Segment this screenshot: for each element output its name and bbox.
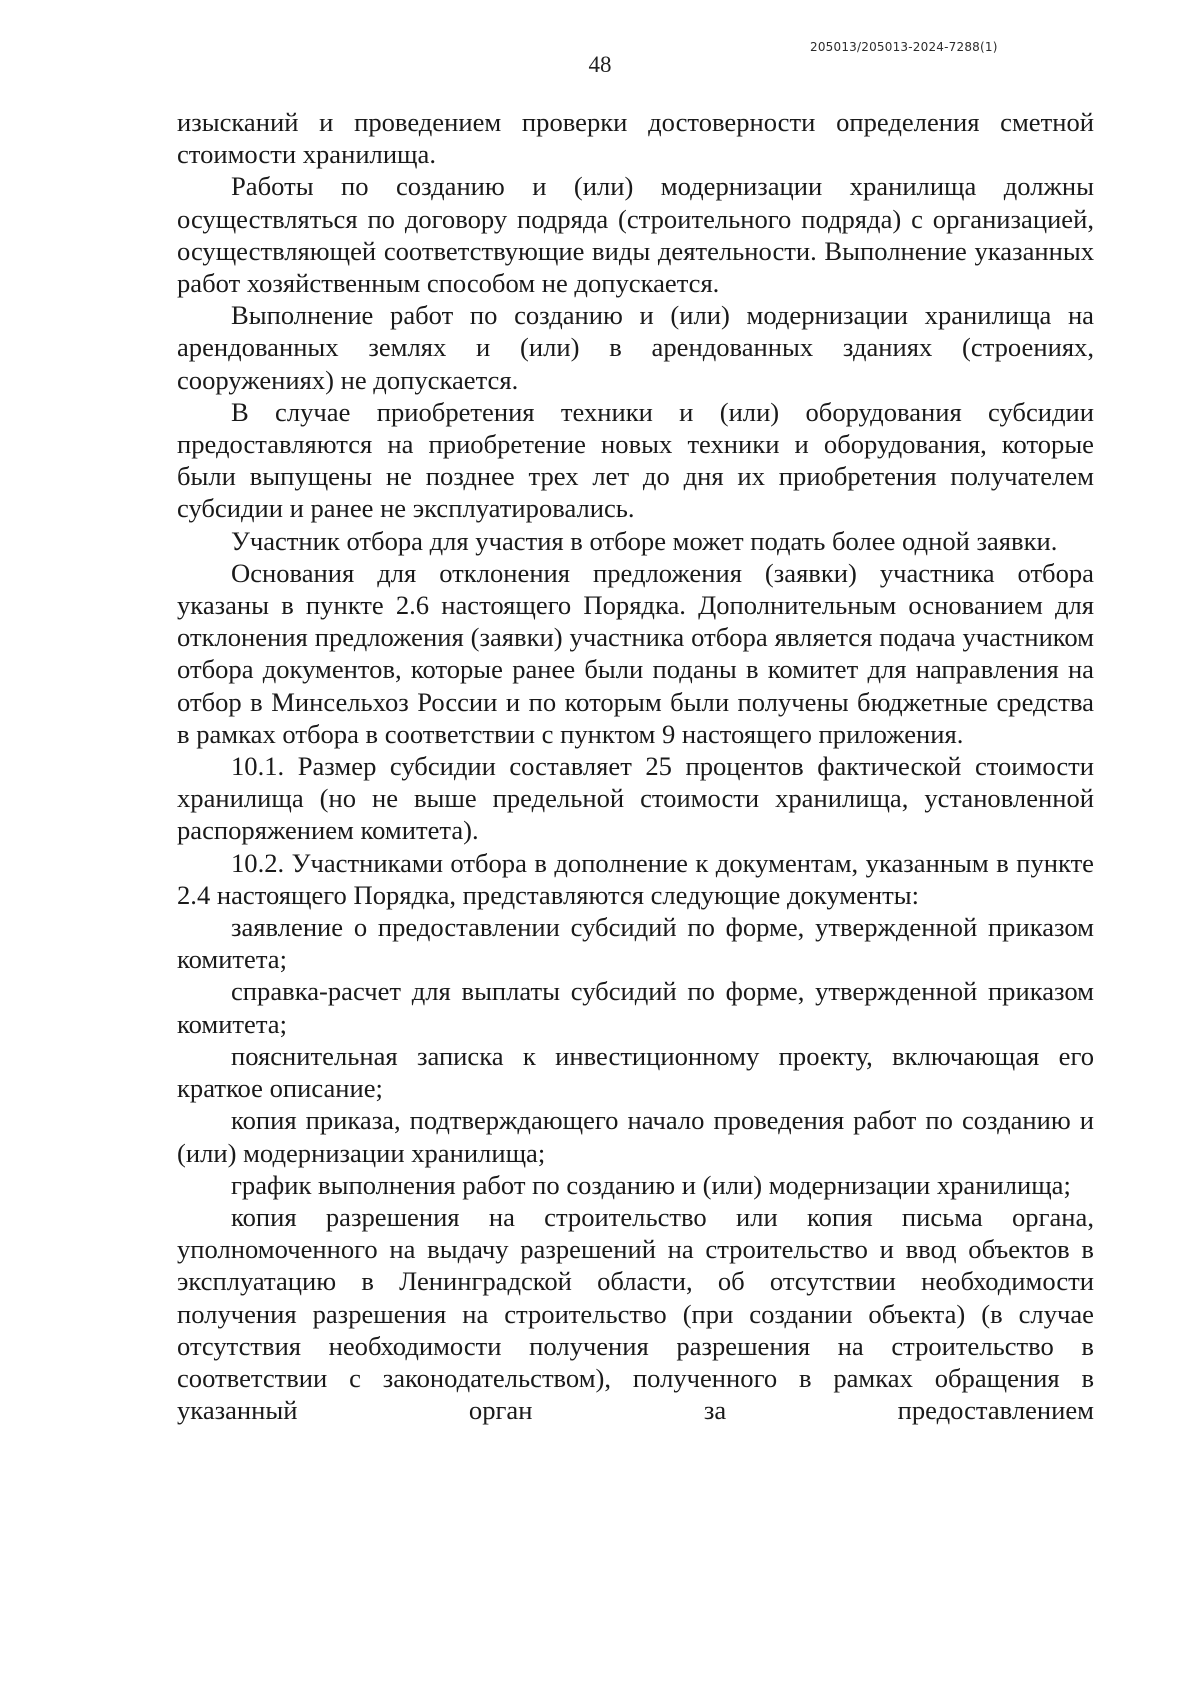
list-item-schedule: график выполнения работ по созданию и (или) модернизации хранилища; [231, 1169, 1071, 1200]
list-item-application: заявление о предоставлении субсидий по форме, утвержденной приказом комитета; [177, 912, 1094, 975]
list-item-order-copy: копия приказа, подтверждающего начало проведения работ по созданию и (или) модернизации хранилища; [177, 1105, 1094, 1168]
page-number: 48 [588, 52, 612, 77]
paragraph-continuation: изысканий и проведением проверки достоверности определения сметной стоимости хранилища. [177, 107, 1094, 170]
paragraph-10-2: 10.2. Участниками отбора в дополнение к документам, указанным в пункте 2.4 настоящего Порядка, представляются следующие документы: [177, 847, 1094, 910]
paragraph-contractor-requirement: Работы по созданию и (или) модернизации хранилища должны осуществляться по договору подряда (строительного подряда) с организацией, осуществляющей соответствующие виды деятельности. Выполнение указанных работ хозяйственным способом не допускается. [177, 171, 1094, 299]
paragraph-equipment-purchase: В случае приобретения техники и (или) оборудования субсидии предоставляются на приобретение новых техники и оборудования, которые были выпущены не позднее трех лет до дня их приобретения получателем субсидии и ранее не эксплуатировались. [177, 396, 1094, 524]
document-id: 205013/205013-2024-7288(1) [810, 40, 998, 54]
document-body [177, 106, 1094, 1426]
list-item-explanatory-note: пояснительная записка к инвестиционному проекту, включающая его краткое описание; [177, 1040, 1094, 1104]
paragraph-leased-land: Выполнение работ по созданию и (или) модернизации хранилища на арендованных землях и (или) в арендованных зданиях (строениях, сооружениях) не допускается. [177, 300, 1094, 395]
paragraph-10-1: 10.1. Размер субсидии составляет 25 процентов фактической стоимости хранилища (но не выше предельной стоимости хранилища, установленной распоряжением комитета). [177, 751, 1094, 846]
paragraph-rejection-grounds: Основания для отклонения предложения (заявки) участника отбора указаны в пункте 2.6 настоящего Порядка. Дополнительным основанием для отклонения предложения (заявки) участника отбора является подача участником отбора документов, которые ранее были поданы в комитет для направления на отбор в Минсельхоз России и по которым были получены бюджетные средства в рамках отбора в соответствии с пунктом 9 настоящего приложения. [177, 557, 1094, 749]
list-item-calculation: справка-расчет для выплаты субсидий по форме, утвержденной приказом комитета; [177, 976, 1094, 1039]
paragraph-applications-limit: Участник отбора для участия в отборе может подать более одной заявки. [231, 525, 1058, 556]
list-item-permit-copy: копия разрешения на строительство или копия письма органа, уполномоченного на выдачу разрешений на строительство и ввод объектов в эксплуатацию в Ленинградской области, об отсутствии необходимости получения разрешения на строительство (при создании объекта) (в случае отсутствия необходимости получения разрешения на строительство в соответствии с законодательством), полученного в рамках обращения в указанный орган за предоставлением [177, 1201, 1094, 1426]
